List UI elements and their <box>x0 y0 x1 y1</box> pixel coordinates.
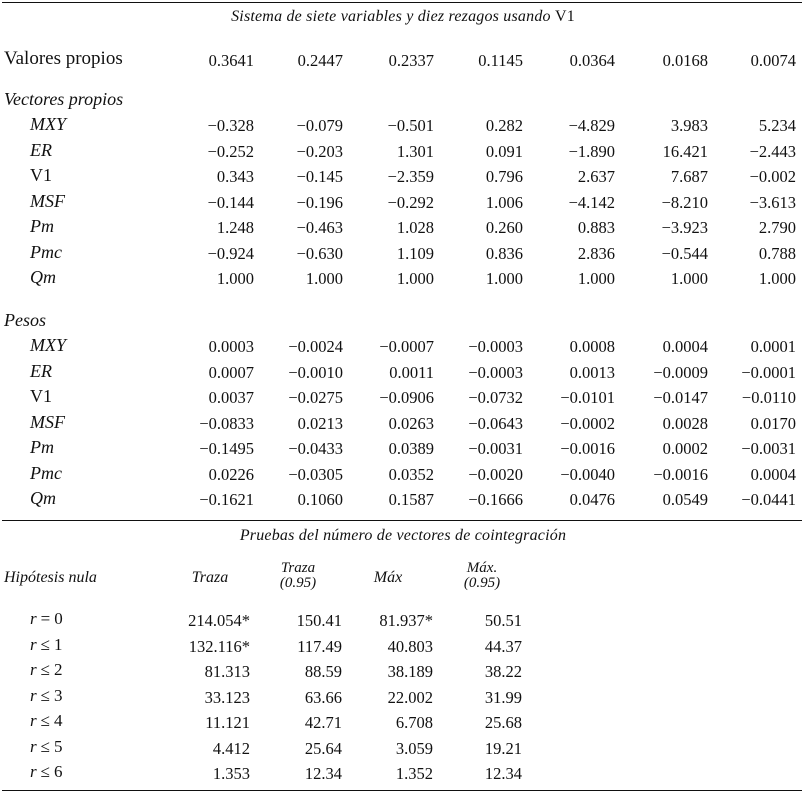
weight-cell: −0.0433 <box>288 439 343 458</box>
eigenvector-cell: 0.836 <box>485 243 523 263</box>
weight-variable-label: Pmc <box>30 462 62 483</box>
table-title-variable: V1 <box>554 8 575 25</box>
eigenvector-cell: 2.790 <box>758 218 796 237</box>
weight-row <box>0 488 806 514</box>
eigenvector-cell: −0.544 <box>661 243 708 263</box>
weight-cell: 0.0549 <box>662 490 708 509</box>
test-trace-cv-cell: 117.49 <box>297 636 342 656</box>
test-max-cell: 6.708 <box>395 713 433 732</box>
eigenvector-cell: −0.252 <box>207 141 254 161</box>
eigenvector-row <box>0 165 806 191</box>
header-max: Máx <box>373 569 403 586</box>
weight-cell: −0.0906 <box>379 388 434 407</box>
eigenvector-cell: −0.002 <box>749 167 796 186</box>
eigenvector-variable-label: MSF <box>30 190 65 211</box>
weight-cell: 0.0037 <box>208 388 254 407</box>
weight-cell: −0.0020 <box>468 464 523 484</box>
eigenvector-cell: −0.203 <box>296 141 343 161</box>
eigenvector-variable-label: Pmc <box>30 241 62 262</box>
eigenvalue-cell: 0.0074 <box>750 51 796 70</box>
test-max-cell: 22.002 <box>387 687 433 707</box>
hypothesis-cell <box>30 635 62 655</box>
eigenvector-row <box>0 191 806 217</box>
eigenvector-cell: 1.248 <box>216 218 254 237</box>
weight-cell: 0.0028 <box>662 413 708 433</box>
header-hypothesis: Hipótesis nula <box>4 569 97 586</box>
eigenvector-row <box>0 114 806 140</box>
test-max-cv-cell: 25.68 <box>484 713 522 732</box>
weight-cell: −0.0003 <box>468 337 523 356</box>
hypothesis-operator: ≤ <box>40 660 50 679</box>
eigenvalue-cell: 0.1145 <box>478 51 523 70</box>
weight-cell: 0.0011 <box>389 362 434 382</box>
hypothesis-rank: 0 <box>54 609 63 628</box>
hypothesis-variable: r <box>30 685 37 705</box>
header-trace-cv-line1: Traza <box>280 560 316 576</box>
eigenvector-row <box>0 140 806 166</box>
weight-cell: 0.0008 <box>569 337 615 356</box>
weight-cell: 0.0004 <box>750 464 796 484</box>
eigenvector-cell: −2.443 <box>749 141 796 161</box>
eigenvector-cell: −0.079 <box>296 116 343 135</box>
eigenvector-cell: −0.292 <box>387 192 434 212</box>
eigenvector-cell: 1.000 <box>396 269 434 288</box>
bottom-rule <box>2 790 802 791</box>
hypothesis-operator: ≤ <box>40 736 50 756</box>
test-trace-cell: 81.313 <box>204 662 250 681</box>
test-trace-cell: 214.054* <box>188 611 250 630</box>
eigenvector-row <box>0 267 806 293</box>
eigenvector-cell: −8.210 <box>661 192 708 212</box>
eigenvector-row <box>0 242 806 268</box>
eigenvalue-cell: 0.0364 <box>569 51 615 70</box>
eigenvector-cell: 16.421 <box>662 141 708 161</box>
weight-cell: 0.0001 <box>750 337 796 356</box>
eigenvector-cell: 1.028 <box>396 218 434 237</box>
weight-cell: −0.0002 <box>560 413 615 433</box>
weight-cell: −0.0009 <box>653 362 708 382</box>
weight-cell: −0.0833 <box>199 413 254 433</box>
weight-cell: 0.0213 <box>297 413 343 433</box>
hypothesis-variable: r <box>30 762 37 781</box>
test-trace-cv-cell: 88.59 <box>304 662 342 681</box>
weight-cell: 0.0476 <box>569 490 615 509</box>
weight-row <box>0 361 806 387</box>
test-trace-cv-cell: 42.71 <box>304 713 342 732</box>
header-max-cv-line1: Máx. <box>466 560 498 576</box>
eigenvector-cell: 0.260 <box>485 218 523 237</box>
weight-cell: 0.0389 <box>388 439 434 458</box>
eigenvector-variable-label: Qm <box>30 267 56 287</box>
eigenvector-variable-label: Pm <box>30 216 54 236</box>
test-trace-cell: 132.116* <box>188 636 250 656</box>
eigenvector-cell: 5.234 <box>758 116 796 135</box>
weight-cell: −0.1495 <box>199 439 254 458</box>
eigenvector-cell: −0.196 <box>296 192 343 212</box>
weight-cell: 0.0004 <box>662 337 708 356</box>
test-row <box>0 609 806 635</box>
weight-cell: 0.0003 <box>208 337 254 356</box>
header-trace-cv <box>268 561 328 591</box>
eigenvector-cell: −0.630 <box>296 243 343 263</box>
test-max-cv-cell: 31.99 <box>484 687 522 707</box>
eigenvector-cell: 2.836 <box>577 243 615 263</box>
test-max-cell: 1.352 <box>395 764 433 783</box>
eigenvector-cell: 0.883 <box>577 218 615 237</box>
hypothesis-cell <box>30 762 62 782</box>
eigenvector-cell: −0.144 <box>207 192 254 212</box>
weight-cell: 0.0352 <box>388 464 434 484</box>
header-trace: Traza <box>191 569 229 586</box>
eigenvector-cell: 1.006 <box>485 192 523 212</box>
test-row <box>0 635 806 661</box>
test-row <box>0 737 806 763</box>
weight-cell: −0.0016 <box>653 464 708 484</box>
eigenvector-cell: 1.000 <box>670 269 708 288</box>
test-trace-cv-cell: 150.41 <box>296 611 342 630</box>
hypothesis-operator: ≤ <box>40 685 50 705</box>
eigenvectors-label: Vectores propios <box>4 89 124 109</box>
test-row <box>0 711 806 737</box>
eigenvector-cell: 0.091 <box>485 141 523 161</box>
weight-cell: −0.0010 <box>288 362 343 382</box>
eigenvalue-cell: 0.2447 <box>297 51 343 70</box>
hypothesis-rank: 4 <box>53 711 63 730</box>
weights-label: Pesos <box>4 310 46 330</box>
eigenvector-cell: −0.145 <box>296 167 343 186</box>
hypothesis-variable: r <box>30 609 37 628</box>
eigenvector-cell: 1.000 <box>305 269 343 288</box>
weight-cell: −0.0003 <box>468 362 523 382</box>
weight-cell: −0.0441 <box>741 490 796 509</box>
hypothesis-rank: 6 <box>53 762 63 781</box>
weight-cell: −0.0147 <box>653 388 708 407</box>
eigenvector-cell: −2.359 <box>387 167 434 186</box>
weight-cell: 0.0002 <box>662 439 708 458</box>
eigenvalues-label: Valores propios <box>4 48 123 69</box>
weight-cell: −0.0001 <box>741 362 796 382</box>
hypothesis-operator: ≤ <box>40 634 50 654</box>
hypothesis-variable: r <box>30 711 37 730</box>
test-max-cv-cell: 44.37 <box>484 636 522 656</box>
eigenvector-cell: 7.687 <box>670 167 708 186</box>
eigenvector-cell: 0.343 <box>216 167 254 186</box>
weight-row <box>0 335 806 361</box>
test-max-cell: 81.937* <box>379 611 433 630</box>
weight-cell: −0.0305 <box>288 464 343 484</box>
test-max-cell: 38.189 <box>387 662 433 681</box>
eigenvector-cell: −0.924 <box>207 243 254 263</box>
top-rule <box>2 2 802 3</box>
eigenvector-cell: 1.000 <box>485 269 523 288</box>
eigenvector-cell: 3.983 <box>670 116 708 135</box>
eigenvector-variable-label: V1 <box>30 165 52 185</box>
eigenvector-cell: −1.890 <box>568 141 615 161</box>
weight-variable-label: ER <box>30 360 52 381</box>
eigenvector-cell: −0.328 <box>207 116 254 135</box>
header-max-cv-line2: (0.95) <box>463 575 501 591</box>
test-row <box>0 686 806 712</box>
header-max-cv <box>452 561 512 591</box>
hypothesis-operator: ≤ <box>40 711 50 730</box>
eigenvector-cell: 1.109 <box>396 243 434 263</box>
eigenvector-cell: 0.282 <box>485 116 523 135</box>
test-trace-cell: 4.412 <box>212 738 250 758</box>
test-max-cell: 3.059 <box>395 738 433 758</box>
weight-cell: 0.1060 <box>297 490 343 509</box>
eigenvector-variable-label: MXY <box>30 114 66 134</box>
hypothesis-cell <box>30 711 62 731</box>
table-title-text: Sistema de siete variables y diez rezagos usando <box>231 8 551 25</box>
test-max-cv-cell: 19.21 <box>484 738 522 758</box>
header-trace-cv-line2: (0.95) <box>279 575 317 591</box>
weight-cell: −0.0110 <box>741 388 796 407</box>
eigenvector-cell: −3.923 <box>661 218 708 237</box>
weight-row <box>0 463 806 489</box>
eigenvector-cell: 2.637 <box>577 167 615 186</box>
hypothesis-variable: r <box>30 736 37 756</box>
weight-cell: 0.0226 <box>208 464 254 484</box>
test-trace-cell: 11.121 <box>205 713 250 732</box>
hypothesis-rank: 5 <box>53 736 63 756</box>
hypothesis-cell <box>30 609 63 629</box>
weight-variable-label: Qm <box>30 488 56 508</box>
test-max-cell: 40.803 <box>387 636 433 656</box>
eigenvalue-cell: 0.3641 <box>208 51 254 70</box>
test-row <box>0 660 806 686</box>
test-trace-cv-cell: 63.66 <box>304 687 342 707</box>
eigenvector-cell: 1.301 <box>396 141 434 161</box>
weight-cell: 0.1587 <box>388 490 434 509</box>
weight-cell: −0.0031 <box>468 439 523 458</box>
test-max-cv-cell: 12.34 <box>484 764 522 783</box>
weight-cell: −0.0643 <box>468 413 523 433</box>
eigenvector-cell: −0.463 <box>296 218 343 237</box>
tests-title: Pruebas del número de vectores de cointegración <box>239 527 567 544</box>
eigenvector-cell: −4.142 <box>568 192 615 212</box>
weight-cell: −0.0732 <box>468 388 523 407</box>
eigenvalue-cell: 0.0168 <box>662 51 708 70</box>
hypothesis-cell <box>30 686 62 706</box>
weight-row <box>0 412 806 438</box>
weight-cell: −0.0101 <box>560 388 615 407</box>
eigenvector-cell: −0.501 <box>387 116 434 135</box>
hypothesis-rank: 2 <box>53 660 63 679</box>
hypothesis-operator: ≤ <box>40 762 50 781</box>
eigenvector-cell: −3.613 <box>749 192 796 212</box>
test-trace-cv-cell: 25.64 <box>304 738 342 758</box>
hypothesis-operator: = <box>40 609 51 628</box>
eigenvectors-heading <box>0 89 806 115</box>
weight-row <box>0 386 806 412</box>
test-max-cv-cell: 38.22 <box>484 662 522 681</box>
eigenvector-cell: 0.796 <box>485 167 523 186</box>
hypothesis-variable: r <box>30 660 37 679</box>
weight-cell: 0.0013 <box>569 362 615 382</box>
weight-cell: −0.1621 <box>199 490 254 509</box>
test-trace-cv-cell: 12.34 <box>304 764 342 783</box>
test-max-cv-cell: 50.51 <box>484 611 522 630</box>
weight-row <box>0 437 806 463</box>
section-rule <box>2 520 802 521</box>
eigenvector-cell: 0.788 <box>758 243 796 263</box>
eigenvector-cell: 1.000 <box>216 269 254 288</box>
hypothesis-rank: 3 <box>53 685 63 705</box>
hypothesis-cell <box>30 737 62 757</box>
eigenvector-row <box>0 216 806 242</box>
eigenvector-cell: 1.000 <box>758 269 796 288</box>
weight-variable-label: V1 <box>30 386 52 406</box>
weight-cell: −0.0024 <box>288 337 343 356</box>
test-row <box>0 762 806 788</box>
eigenvector-variable-label: ER <box>30 139 52 160</box>
weight-cell: −0.0031 <box>741 439 796 458</box>
hypothesis-cell <box>30 660 62 680</box>
test-trace-cell: 33.123 <box>204 687 250 707</box>
weight-cell: −0.0016 <box>560 439 615 458</box>
weight-cell: −0.0007 <box>379 337 434 356</box>
hypothesis-rank: 1 <box>53 634 63 654</box>
eigenvalues-row <box>0 48 806 74</box>
hypothesis-variable: r <box>30 634 37 654</box>
eigenvector-cell: 1.000 <box>577 269 615 288</box>
weight-variable-label: MSF <box>30 411 65 432</box>
weights-heading <box>0 310 806 336</box>
test-trace-cell: 1.353 <box>212 764 250 783</box>
weight-cell: 0.0170 <box>750 413 796 433</box>
weight-cell: −0.1666 <box>468 490 523 509</box>
table-title <box>0 8 806 26</box>
eigenvalue-cell: 0.2337 <box>388 51 434 70</box>
weight-cell: −0.0040 <box>560 464 615 484</box>
weight-cell: 0.0007 <box>208 362 254 382</box>
weight-variable-label: Pm <box>30 437 54 457</box>
weight-cell: 0.0263 <box>388 413 434 433</box>
weight-variable-label: MXY <box>30 335 66 355</box>
eigenvector-cell: −4.829 <box>568 116 615 135</box>
weight-cell: −0.0275 <box>288 388 343 407</box>
